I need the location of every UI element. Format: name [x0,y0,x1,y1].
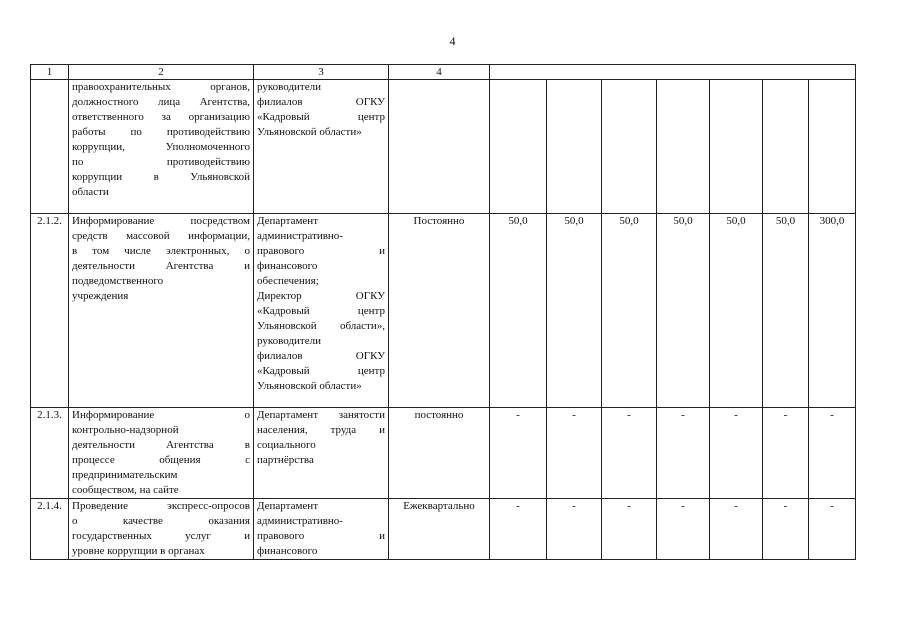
funding-value-cell: 50,0 [602,214,657,408]
measure-text-line: области [72,186,109,198]
executor-text-line: Департамент [257,215,319,227]
table-row [31,80,856,214]
header-col-values [490,65,856,80]
funding-value-cell: - [657,408,710,499]
measure-text-line: Информирование о [72,409,250,421]
funding-value-cell: - [547,499,602,560]
executor-text-line: правового и [257,245,385,257]
table-row [31,408,856,499]
measure-description [69,80,254,214]
funding-value-cell: 50,0 [763,214,809,408]
executor-text-line: «Кадровый центр [257,365,385,377]
measure-text-line: подведомственного [72,275,164,287]
funding-value-cell [490,80,547,214]
funding-value-cell: - [547,408,602,499]
executor-text-line: Директор ОГКУ [257,290,385,302]
executor-text-line: «Кадровый центр [257,305,385,317]
executor-text-line: финансового [257,260,318,272]
funding-value-cell: - [710,408,763,499]
measure-description [69,499,254,560]
measure-text-line: коррупции, Уполномоченного [72,141,250,153]
period-cell: Постоянно [389,214,490,408]
measures-table [30,64,856,560]
table-header-row [31,65,856,80]
measure-text-line: в том числе электронных, о [72,245,250,257]
measure-number [31,80,69,214]
measure-text-line: ответственного за организацию [72,111,250,123]
measure-text-line: о качестве оказания [72,515,250,527]
measure-text-line: Проведение экспресс-опросов [72,500,250,512]
funding-value-cell [547,80,602,214]
executor-text-line: административно- [257,515,343,527]
executor-text-line: партнёрства [257,454,314,466]
executor-text-line: населения, труда и [257,424,385,436]
header-col-4: 4 [389,65,490,80]
measure-text-line: Информирование посредством [72,215,250,227]
period-cell: постоянно [389,408,490,499]
header-col-2: 2 [69,65,254,80]
table-row [31,214,856,408]
measure-text-line: деятельности Агентства и [72,260,250,272]
executor-text-line: обеспечения; [257,275,319,287]
funding-value-cell: - [809,408,856,499]
funding-value-cell [710,80,763,214]
funding-value-cell: 50,0 [657,214,710,408]
measure-description [69,214,254,408]
measure-text-line: правоохранительных органов, [72,81,250,93]
executor-text-line: социального [257,439,316,451]
funding-value-cell: 50,0 [547,214,602,408]
executor-text-line: руководители [257,335,321,347]
funding-value-cell: - [602,499,657,560]
funding-value-cell: - [809,499,856,560]
page-number: 4 [449,34,456,48]
period-cell [389,80,490,214]
measure-description [69,408,254,499]
measure-text-line: уровне коррупции в органах [72,545,205,557]
funding-value-cell: 50,0 [490,214,547,408]
executor-text-line: руководители [257,81,321,93]
executor-text-line: Департамент занятости [257,409,385,421]
measure-text-line: сообществом, на сайте [72,484,179,496]
measure-text-line: контрольно-надзорной [72,424,179,436]
measure-text-line: средств массовой информации, [72,230,250,242]
funding-value-cell: - [490,499,547,560]
measure-text-line: по противодействию [72,156,250,168]
executor-text-line: финансового [257,545,318,557]
executor-cell [254,80,389,214]
executor-text-line: «Кадровый центр [257,111,385,123]
executor-text-line: Ульяновской области» [257,380,362,392]
executor-text-line: филиалов ОГКУ [257,96,385,108]
funding-value-cell: - [763,499,809,560]
funding-value-cell: 300,0 [809,214,856,408]
period-cell: Ежеквартально [389,499,490,560]
executor-text-line: филиалов ОГКУ [257,350,385,362]
measure-text-line: работы по противодействию [72,126,250,138]
measure-text-line: деятельности Агентства в [72,439,250,451]
funding-value-cell: - [490,408,547,499]
executor-text-line: Ульяновской области» [257,126,362,138]
measure-text-line: процессе общения с [72,454,250,466]
executor-cell [254,499,389,560]
funding-value-cell: - [602,408,657,499]
measure-number: 2.1.3. [31,408,69,499]
measure-number: 2.1.2. [31,214,69,408]
measure-text-line: должностного лица Агентства, [72,96,250,108]
measure-number: 2.1.4. [31,499,69,560]
executor-cell [254,214,389,408]
funding-value-cell: - [657,499,710,560]
header-col-1: 1 [31,65,69,80]
funding-value-cell [809,80,856,214]
funding-value-cell: - [763,408,809,499]
measure-text-line: государственных услуг и [72,530,250,542]
table-row [31,499,856,560]
executor-text-line: административно- [257,230,343,242]
funding-value-cell: - [710,499,763,560]
executor-cell [254,408,389,499]
measure-text-line: предпринимательским [72,469,178,481]
executor-text-line: Ульяновской области», [257,320,385,332]
funding-value-cell [763,80,809,214]
header-col-3: 3 [254,65,389,80]
funding-value-cell: 50,0 [710,214,763,408]
executor-text-line: правового и [257,530,385,542]
measure-text-line: коррупции в Ульяновской [72,171,250,183]
funding-value-cell [602,80,657,214]
executor-text-line: Департамент [257,500,319,512]
measure-text-line: учреждения [72,290,129,302]
funding-value-cell [657,80,710,214]
